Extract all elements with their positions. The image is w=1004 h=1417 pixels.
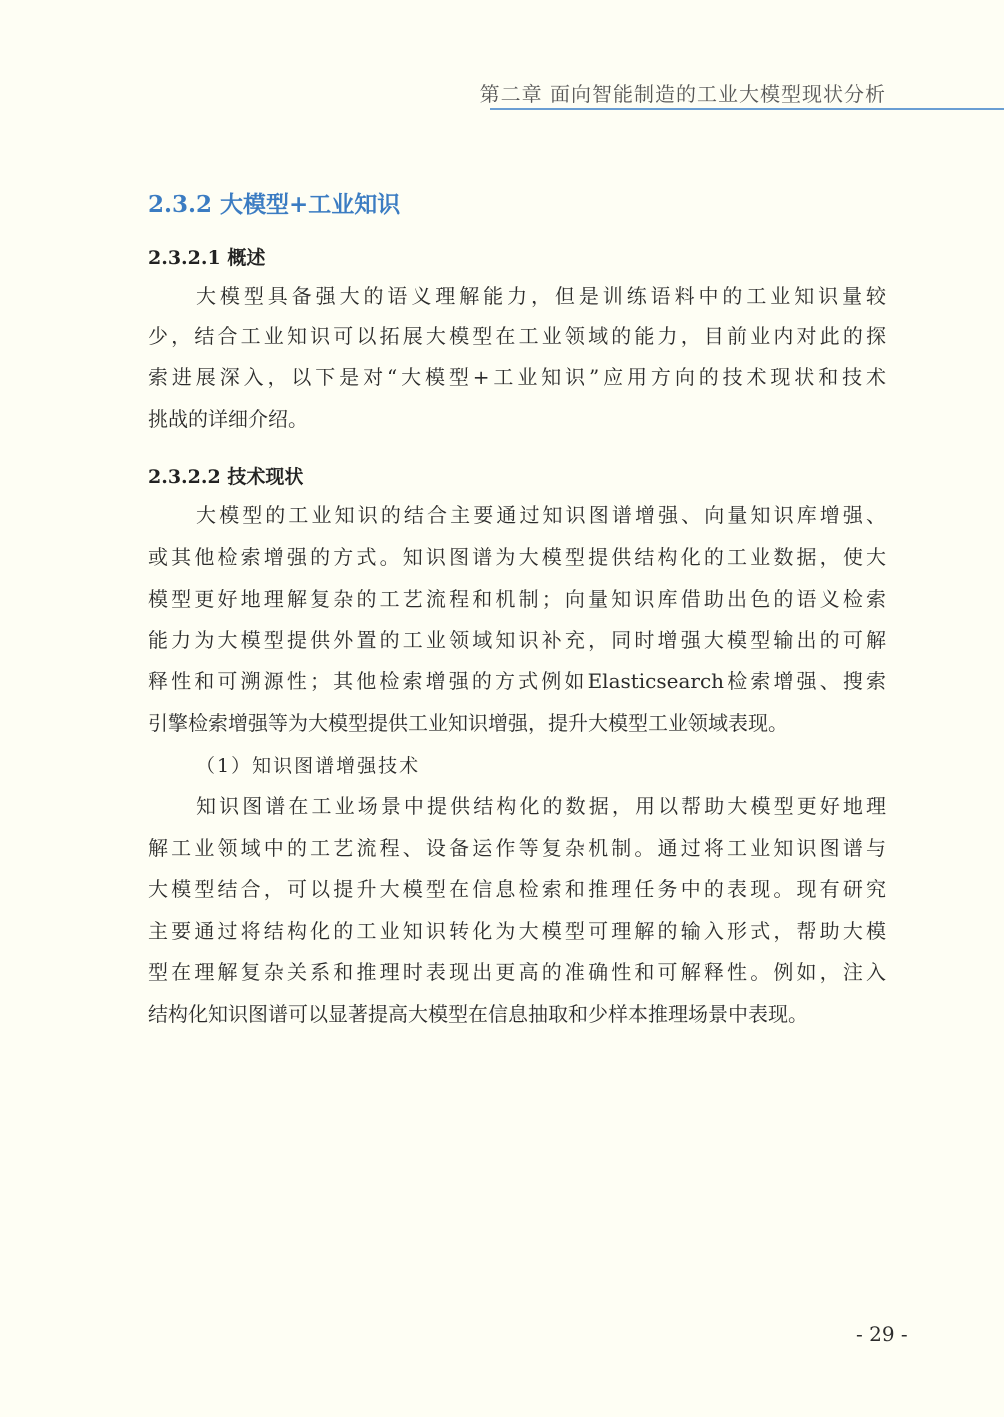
paragraph-line: 大模型结合，可以提升大模型在信息检索和推理任务中的表现。现有研究 bbox=[148, 877, 886, 901]
paragraph-line: 能力为大模型提供外置的工业领域知识补充，同时增强大模型输出的可解 bbox=[148, 628, 886, 652]
section-title: 2.3.2 大模型+工业知识 bbox=[148, 191, 401, 218]
paragraph-line: 主要通过将结构化的工业知识转化为大模型可理解的输入形式，帮助大模 bbox=[148, 919, 886, 943]
page-number: - 29 - bbox=[856, 1322, 908, 1346]
paragraph-line: 挑战的详细介绍。 bbox=[148, 407, 308, 431]
paragraph-line: 模型更好地理解复杂的工艺流程和机制；向量知识库借助出色的语义检索 bbox=[148, 587, 886, 611]
subsection-heading-status: 2.3.2.2 技术现状 bbox=[148, 466, 304, 488]
subsection-heading-overview: 2.3.2.1 概述 bbox=[148, 247, 266, 269]
paragraph-line: 索进展深入，以下是对“大模型+工业知识”应用方向的技术现状和技术 bbox=[148, 365, 886, 389]
item-heading-knowledge-graph: （1）知识图谱增强技术 bbox=[196, 755, 421, 777]
paragraph-line: 大模型具备强大的语义理解能力，但是训练语料中的工业知识量较 bbox=[196, 284, 886, 308]
paragraph-line: 大模型的工业知识的结合主要通过知识图谱增强、向量知识库增强、 bbox=[196, 503, 886, 527]
paragraph-line: 结构化知识图谱可以显著提高大模型在信息抽取和少样本推理场景中表现。 bbox=[148, 1002, 808, 1026]
paragraph-line: 型在理解复杂关系和推理时表现出更高的准确性和可解释性。例如，注入 bbox=[148, 960, 886, 984]
paragraph-line: 释性和可溯源性；其他检索增强的方式例如Elasticsearch检索增强、搜索 bbox=[148, 669, 886, 693]
paragraph-line: 或其他检索增强的方式。知识图谱为大模型提供结构化的工业数据，使大 bbox=[148, 545, 886, 569]
running-header-title: 第二章 面向智能制造的工业大模型现状分析 bbox=[479, 82, 886, 106]
running-header bbox=[479, 76, 1004, 110]
paragraph-line: 引擎检索增强等为大模型提供工业知识增强，提升大模型工业领域表现。 bbox=[148, 711, 788, 735]
paragraph-line: 解工业领域中的工艺流程、设备运作等复杂机制。通过将工业知识图谱与 bbox=[148, 836, 886, 860]
paragraph-line: 少，结合工业知识可以拓展大模型在工业领域的能力，目前业内对此的探 bbox=[148, 324, 886, 348]
paragraph-line: 知识图谱在工业场景中提供结构化的数据，用以帮助大模型更好地理 bbox=[196, 794, 886, 818]
